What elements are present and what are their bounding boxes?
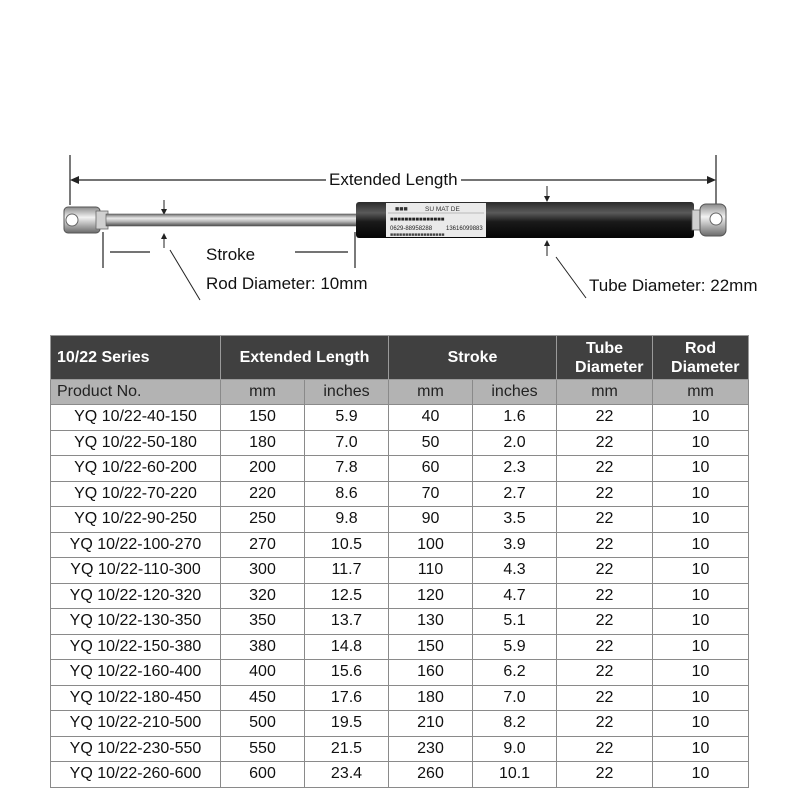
table-row [51, 507, 749, 533]
cell-tube: 22 [557, 532, 653, 558]
table-row [51, 583, 749, 609]
cell-prod: YQ 10/22-90-250 [51, 507, 221, 533]
extended-length-header: Extended Length [221, 336, 389, 380]
cell-tube: 22 [557, 762, 653, 788]
spec-table [50, 335, 749, 788]
cell-ext-in: 9.8 [305, 507, 389, 533]
cell-ext-in: 11.7 [305, 558, 389, 584]
cell-tube: 22 [557, 430, 653, 456]
cell-stroke-mm: 50 [389, 430, 473, 456]
cell-tube: 22 [557, 456, 653, 482]
cell-prod: YQ 10/22-40-150 [51, 405, 221, 431]
stroke-mm-header: mm [389, 380, 473, 405]
cell-stroke-mm: 150 [389, 634, 473, 660]
cell-stroke-in: 3.5 [473, 507, 557, 533]
cell-rod: 10 [653, 583, 749, 609]
cell-ext-in: 7.0 [305, 430, 389, 456]
table-row [51, 762, 749, 788]
cell-prod: YQ 10/22-60-200 [51, 456, 221, 482]
cell-ext-mm: 300 [221, 558, 305, 584]
cell-ext-mm: 550 [221, 736, 305, 762]
ext-inches-header: inches [305, 380, 389, 405]
rod-diameter-label: Rod Diameter: 10mm [206, 274, 368, 293]
cell-ext-in: 12.5 [305, 583, 389, 609]
tube-diameter-label: Tube Diameter: 22mm [589, 276, 758, 295]
cell-tube: 22 [557, 634, 653, 660]
piston-rod [106, 214, 358, 226]
cell-ext-mm: 450 [221, 685, 305, 711]
table-row [51, 558, 749, 584]
cell-prod: YQ 10/22-50-180 [51, 430, 221, 456]
cell-prod: YQ 10/22-130-350 [51, 609, 221, 635]
cell-rod: 10 [653, 558, 749, 584]
tube-diameter-leader [556, 257, 586, 298]
cell-prod: YQ 10/22-260-600 [51, 762, 221, 788]
cell-stroke-in: 2.7 [473, 481, 557, 507]
cell-rod: 10 [653, 430, 749, 456]
table-row [51, 481, 749, 507]
cell-stroke-mm: 110 [389, 558, 473, 584]
tube-label-text-2: 0629-88958288 [390, 226, 433, 232]
cell-ext-in: 21.5 [305, 736, 389, 762]
cell-stroke-in: 4.3 [473, 558, 557, 584]
cell-ext-mm: 270 [221, 532, 305, 558]
cell-tube: 22 [557, 507, 653, 533]
stroke-header: Stroke [389, 336, 557, 380]
cell-stroke-mm: 180 [389, 685, 473, 711]
cell-prod: YQ 10/22-180-450 [51, 685, 221, 711]
cell-prod: YQ 10/22-160-400 [51, 660, 221, 686]
cell-rod: 10 [653, 609, 749, 635]
cell-ext-in: 7.8 [305, 456, 389, 482]
cell-stroke-in: 9.0 [473, 736, 557, 762]
rod-mm-header: mm [653, 380, 749, 405]
cell-ext-in: 5.9 [305, 405, 389, 431]
cell-stroke-mm: 130 [389, 609, 473, 635]
cell-ext-mm: 320 [221, 583, 305, 609]
cell-stroke-mm: 100 [389, 532, 473, 558]
stroke-inches-header: inches [473, 380, 557, 405]
cell-rod: 10 [653, 685, 749, 711]
cell-tube: 22 [557, 558, 653, 584]
cell-prod: YQ 10/22-70-220 [51, 481, 221, 507]
cell-stroke-in: 10.1 [473, 762, 557, 788]
rod-diameter-header: Rod Diameter [653, 336, 749, 380]
table-row [51, 456, 749, 482]
table-row [51, 430, 749, 456]
cell-rod: 10 [653, 736, 749, 762]
tube-label-text-3: 13616099883 [446, 226, 483, 232]
cell-prod: YQ 10/22-110-300 [51, 558, 221, 584]
cell-ext-in: 8.6 [305, 481, 389, 507]
series-header: 10/22 Series [51, 336, 221, 380]
cell-prod: YQ 10/22-230-550 [51, 736, 221, 762]
rod-diameter-leader [170, 250, 200, 300]
cell-stroke-in: 1.6 [473, 405, 557, 431]
table-row [51, 532, 749, 558]
cell-stroke-mm: 70 [389, 481, 473, 507]
cell-tube: 22 [557, 711, 653, 737]
cell-stroke-in: 3.9 [473, 532, 557, 558]
cell-rod: 10 [653, 762, 749, 788]
cell-ext-mm: 400 [221, 660, 305, 686]
svg-text:■■■■■■■■■■■■■■■: ■■■■■■■■■■■■■■■ [390, 217, 445, 223]
cell-stroke-mm: 90 [389, 507, 473, 533]
cell-rod: 10 [653, 405, 749, 431]
product-no-header: Product No. [51, 380, 221, 405]
cell-ext-mm: 250 [221, 507, 305, 533]
cell-stroke-mm: 120 [389, 583, 473, 609]
cell-stroke-in: 8.2 [473, 711, 557, 737]
tube-mm-header: mm [557, 380, 653, 405]
table-header-row [51, 336, 749, 380]
cell-stroke-in: 5.9 [473, 634, 557, 660]
cell-stroke-mm: 210 [389, 711, 473, 737]
cell-ext-mm: 500 [221, 711, 305, 737]
table-row [51, 405, 749, 431]
table-row [51, 634, 749, 660]
cell-stroke-in: 6.2 [473, 660, 557, 686]
cell-stroke-in: 5.1 [473, 609, 557, 635]
tube-diameter-header: Tube Diameter [557, 336, 653, 380]
cell-ext-mm: 150 [221, 405, 305, 431]
cell-ext-in: 13.7 [305, 609, 389, 635]
cell-prod: YQ 10/22-100-270 [51, 532, 221, 558]
cell-ext-in: 15.6 [305, 660, 389, 686]
cell-ext-mm: 200 [221, 456, 305, 482]
tube-label-text-1: SU MAT DE [425, 206, 460, 213]
ext-mm-header: mm [221, 380, 305, 405]
cell-ext-mm: 220 [221, 481, 305, 507]
cell-rod: 10 [653, 456, 749, 482]
table-row [51, 685, 749, 711]
table-row [51, 609, 749, 635]
cell-rod: 10 [653, 660, 749, 686]
cell-prod: YQ 10/22-120-320 [51, 583, 221, 609]
cell-rod: 10 [653, 634, 749, 660]
cell-ext-mm: 600 [221, 762, 305, 788]
cell-ext-in: 14.8 [305, 634, 389, 660]
cell-stroke-in: 2.3 [473, 456, 557, 482]
svg-text:■■■■■■■■■■■■■■■■■■: ■■■■■■■■■■■■■■■■■■ [390, 232, 445, 238]
cell-tube: 22 [557, 583, 653, 609]
cell-ext-in: 19.5 [305, 711, 389, 737]
cell-tube: 22 [557, 685, 653, 711]
cell-tube: 22 [557, 736, 653, 762]
cell-stroke-in: 2.0 [473, 430, 557, 456]
table-row [51, 711, 749, 737]
cell-rod: 10 [653, 532, 749, 558]
cell-stroke-mm: 40 [389, 405, 473, 431]
cell-stroke-mm: 160 [389, 660, 473, 686]
cell-stroke-mm: 260 [389, 762, 473, 788]
table-subheader-row [51, 380, 749, 405]
extended-length-label: Extended Length [326, 170, 461, 190]
cell-tube: 22 [557, 609, 653, 635]
cell-stroke-mm: 230 [389, 736, 473, 762]
cell-ext-mm: 380 [221, 634, 305, 660]
gas-spring-diagram [0, 0, 800, 330]
cell-tube: 22 [557, 660, 653, 686]
cell-ext-mm: 350 [221, 609, 305, 635]
cell-tube: 22 [557, 405, 653, 431]
cell-stroke-in: 4.7 [473, 583, 557, 609]
cell-rod: 10 [653, 507, 749, 533]
cell-stroke-mm: 60 [389, 456, 473, 482]
stroke-label: Stroke [206, 245, 256, 264]
cell-rod: 10 [653, 481, 749, 507]
cell-ext-in: 10.5 [305, 532, 389, 558]
cell-stroke-in: 7.0 [473, 685, 557, 711]
cell-ext-in: 17.6 [305, 685, 389, 711]
cell-rod: 10 [653, 711, 749, 737]
cell-ext-mm: 180 [221, 430, 305, 456]
svg-text:■■■: ■■■ [395, 206, 408, 213]
table-row [51, 660, 749, 686]
table-row [51, 736, 749, 762]
cell-prod: YQ 10/22-210-500 [51, 711, 221, 737]
cell-ext-in: 23.4 [305, 762, 389, 788]
cell-prod: YQ 10/22-150-380 [51, 634, 221, 660]
cell-tube: 22 [557, 481, 653, 507]
